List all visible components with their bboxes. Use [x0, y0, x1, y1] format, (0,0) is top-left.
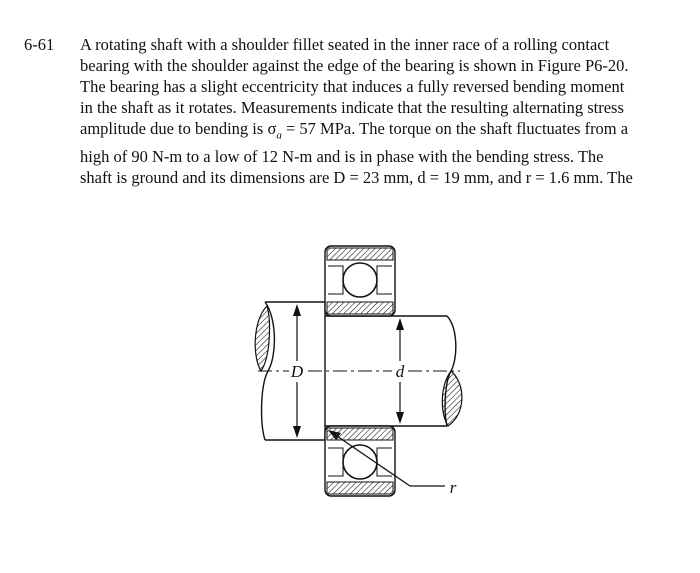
line-5-post: = 57 MPa. The torque on the shaft fluctuates from a — [281, 119, 629, 138]
problem-text — [80, 34, 680, 188]
break-section-left — [255, 306, 269, 371]
line-5-pre: amplitude due to bending is — [80, 119, 268, 138]
label-D: D — [290, 362, 304, 381]
bearing-top — [325, 246, 395, 316]
problem-line-7: shaft is ground and its dimensions are D = 23 mm, d = 19 mm, and r = 1.6 mm. The — [80, 168, 633, 188]
problem-line-4: in the shaft as it rotates. Measurements indicate that the resulting alternating stress — [80, 98, 624, 117]
sigma-symbol: σ — [267, 119, 277, 138]
problem-line-6: high of 90 N-m to a low of 12 N-m and is in phase with the bending stress. The — [80, 147, 604, 167]
problem-line-2: bearing with the shoulder against the edge of the bearing is shown in Figure P6-20. — [80, 56, 629, 75]
sigma-subscript: a — [276, 129, 282, 142]
label-r: r — [449, 478, 457, 497]
problem-number: 6-61 — [24, 35, 55, 54]
break-section-right — [442, 371, 462, 426]
problem-line-5 — [80, 118, 680, 146]
label-d: d — [395, 362, 405, 381]
figure-svg — [240, 236, 480, 511]
problem-line-1: A rotating shaft with a shoulder fillet seated in the inner race of a rolling contact — [80, 35, 610, 54]
problem-line-3: The bearing has a slight eccentricity that induces a fully reversed bending moment — [80, 77, 625, 96]
bearing-shaft-figure — [240, 236, 480, 511]
